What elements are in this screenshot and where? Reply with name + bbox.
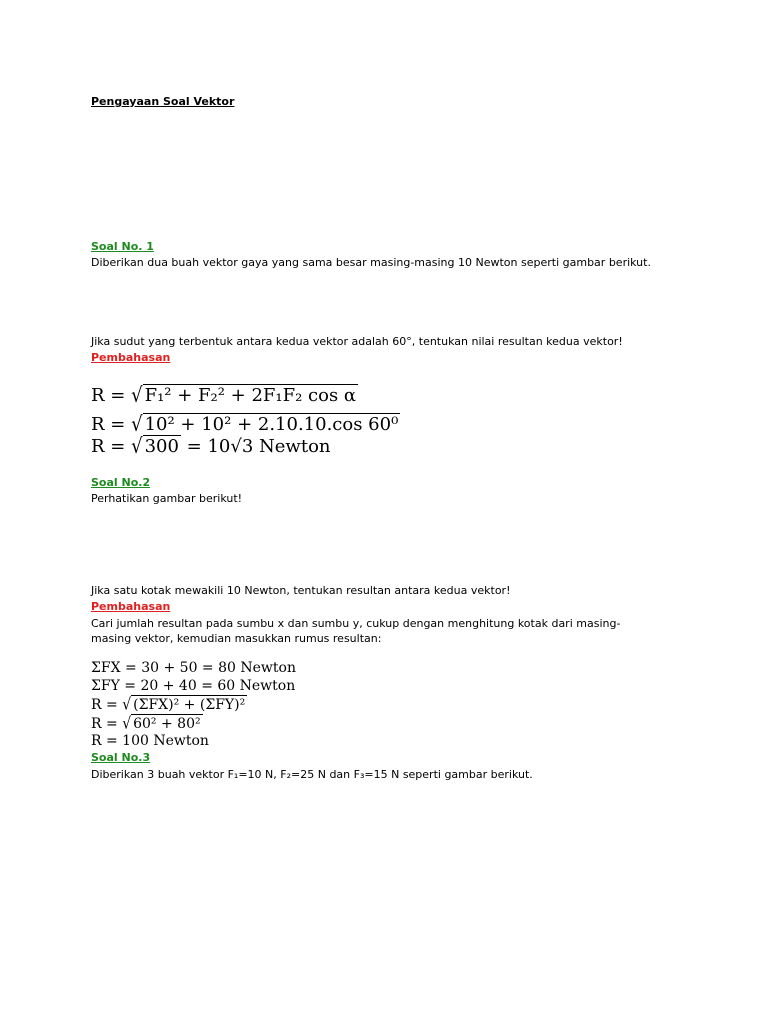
sqrt-icon: √ <box>131 412 143 437</box>
equation-radicand: 10² + 10² + 2.10.10.cos 60⁰ <box>144 414 399 435</box>
soal-1-equation-1 <box>91 384 358 407</box>
soal-1-equation-3 <box>91 435 331 458</box>
soal-2-pembahasan-heading: Pembahasan <box>91 600 171 613</box>
soal-1-equation-2 <box>91 413 400 436</box>
equation-lhs: R = <box>91 436 126 457</box>
soal-1-heading: Soal No. 1 <box>91 240 154 253</box>
soal-1-text: Diberikan dua buah vektor gaya yang sama besar masing-masing 10 Newton seperti gambar berikut. <box>91 256 651 269</box>
equation-radicand: (ΣFX)² + (ΣFY)² <box>133 697 246 713</box>
soal-2-text: Perhatikan gambar berikut! <box>91 492 243 505</box>
equation-radicand: 60² + 80² <box>133 716 201 732</box>
soal-2-equation-2: ΣFY = 20 + 40 = 60 Newton <box>91 678 296 694</box>
soal-2-equation-3 <box>91 695 247 714</box>
sqrt-icon: √ <box>131 434 143 459</box>
equation-lhs: R = <box>91 414 126 435</box>
equation-radicand: 300 <box>144 436 179 457</box>
soal-3-text: Diberikan 3 buah vektor F₁=10 N, F₂=25 N dan F₃=15 N seperti gambar berikut. <box>91 768 533 781</box>
soal-2-explanation: Cari jumlah resultan pada sumbu x dan sumbu y, cukup dengan menghitung kotak dari masing-masing vektor, kemudian masukkan rumus resultan: <box>91 617 621 645</box>
equation-lhs: R = <box>91 697 118 713</box>
soal-2-heading: Soal No.2 <box>91 476 151 489</box>
sqrt-icon: √ <box>131 383 143 408</box>
sqrt-icon: √ <box>122 695 132 715</box>
soal-2-equation-5: R = 100 Newton <box>91 733 209 749</box>
sqrt-icon: √ <box>122 714 132 734</box>
equation-radicand: F₁² + F₂² + 2F₁F₂ cos α <box>144 385 357 406</box>
soal-2-question: Jika satu kotak mewakili 10 Newton, tentukan resultan antara kedua vektor! <box>91 584 511 597</box>
equation-lhs: R = <box>91 716 118 732</box>
equation-lhs: R = <box>91 385 126 406</box>
soal-1-question: Jika sudut yang terbentuk antara kedua vektor adalah 60°, tentukan nilai resultan kedua vektor! <box>91 335 623 348</box>
soal-1-pembahasan-heading: Pembahasan <box>91 351 171 364</box>
soal-2-equation-1: ΣFX = 30 + 50 = 80 Newton <box>91 660 296 676</box>
soal-2-equation-4 <box>91 714 203 733</box>
equation-rhs: = 10√3 Newton <box>186 436 331 457</box>
page-title: Pengayaan Soal Vektor <box>91 95 235 108</box>
soal-3-heading: Soal No.3 <box>91 751 151 764</box>
